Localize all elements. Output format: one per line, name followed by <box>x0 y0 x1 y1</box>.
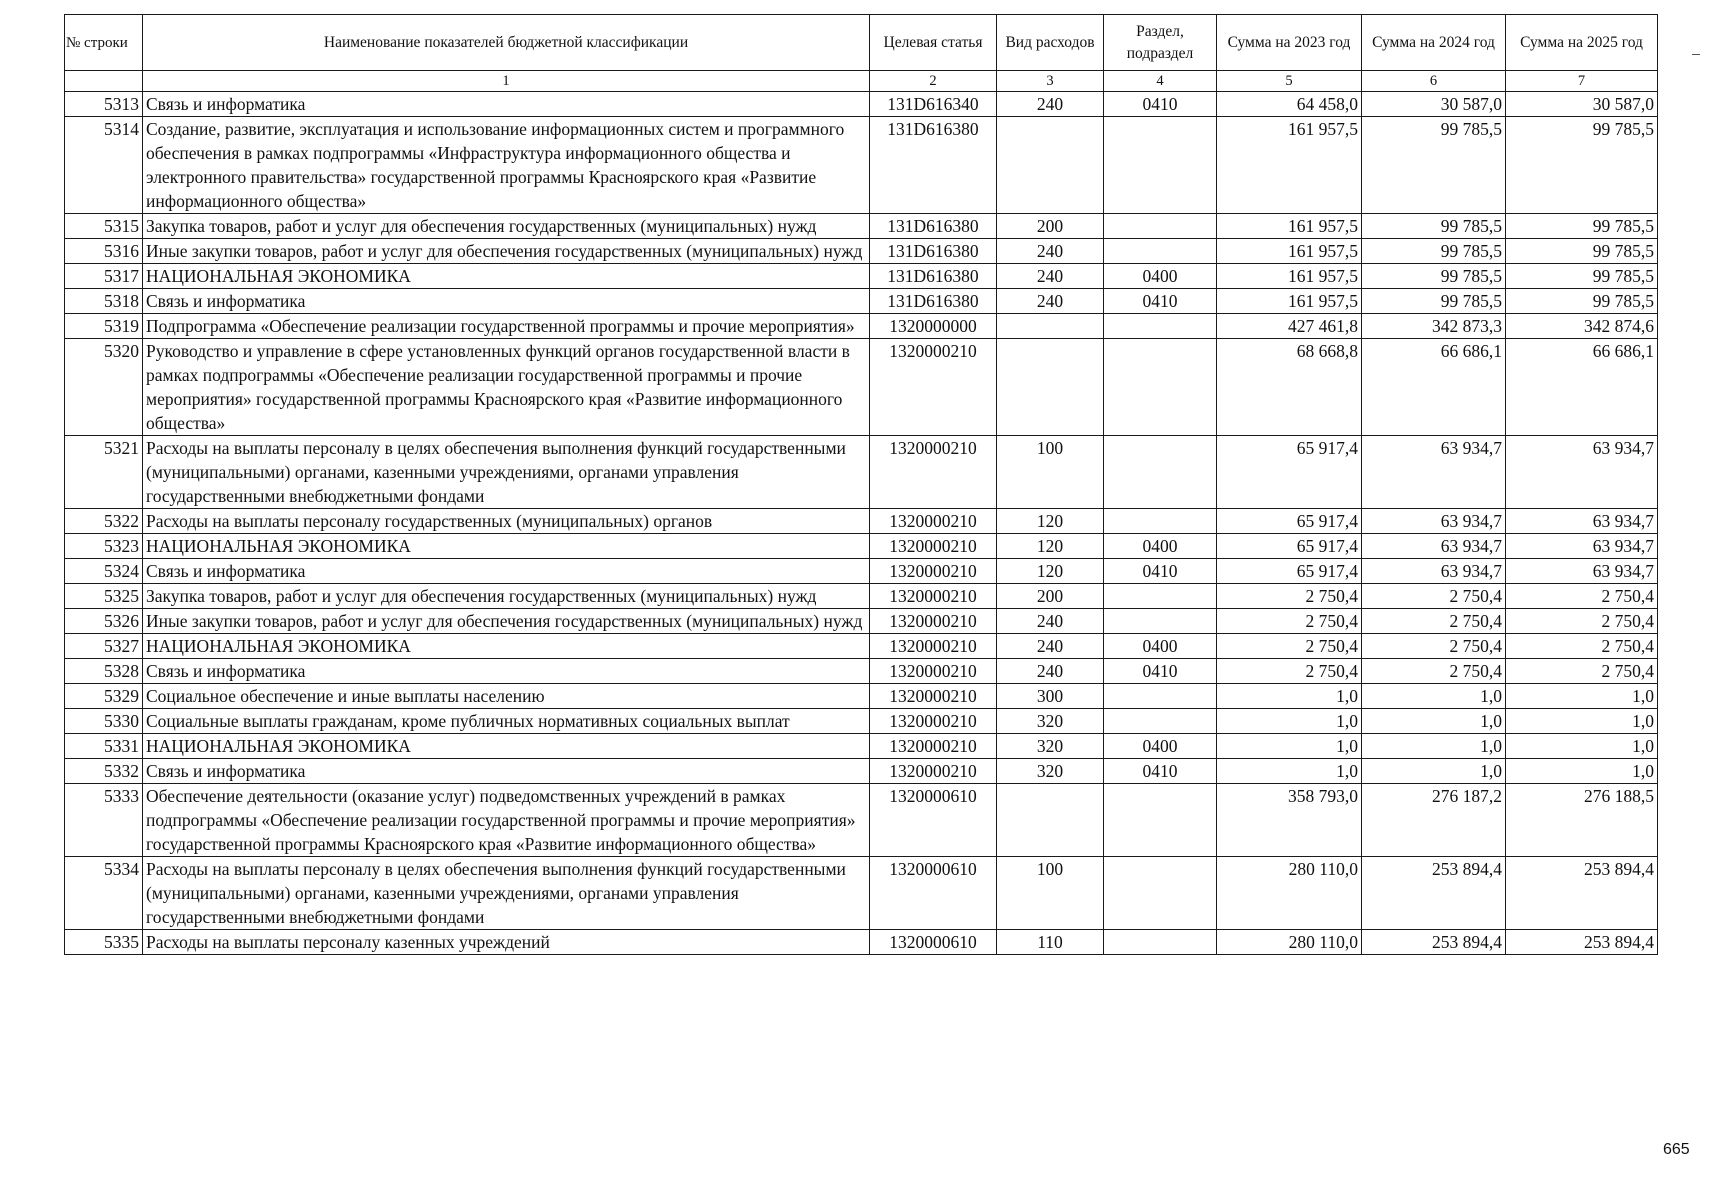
table-row <box>65 339 1658 436</box>
expense-type-cell: 200 <box>997 214 1104 239</box>
sum-2024-cell: 99 785,5 <box>1362 214 1506 239</box>
expense-type-cell: 240 <box>997 239 1104 264</box>
section-cell: 0400 <box>1104 534 1217 559</box>
table-row <box>65 264 1658 289</box>
target-article-cell: 131D616380 <box>870 264 997 289</box>
target-article-cell: 131D616340 <box>870 92 997 117</box>
indicator-name-cell: НАЦИОНАЛЬНАЯ ЭКОНОМИКА <box>143 634 870 659</box>
target-article-cell: 131D616380 <box>870 214 997 239</box>
sum-2024-cell: 63 934,7 <box>1362 436 1506 509</box>
table-row <box>65 509 1658 534</box>
table-row <box>65 930 1658 955</box>
sum-2023-cell: 1,0 <box>1217 709 1362 734</box>
budget-table <box>64 14 1658 955</box>
indicator-name-cell: Создание, развитие, эксплуатация и использование информационных систем и программного обеспечения в рамках подпрограммы «Инфраструктура информационного общества и электронного правительства» государственной программы Красноярского края «Развитие информационного общества» <box>143 117 870 214</box>
sum-2024-cell: 1,0 <box>1362 759 1506 784</box>
row-number-cell: 5313 <box>65 92 143 117</box>
expense-type-cell: 240 <box>997 659 1104 684</box>
sum-2025-cell: 30 587,0 <box>1506 92 1658 117</box>
indicator-name-cell: Социальное обеспечение и иные выплаты населению <box>143 684 870 709</box>
sum-2024-cell: 1,0 <box>1362 734 1506 759</box>
sum-2024-cell: 99 785,5 <box>1362 239 1506 264</box>
row-number-cell: 5335 <box>65 930 143 955</box>
sum-2025-cell: 63 934,7 <box>1506 559 1658 584</box>
table-row <box>65 314 1658 339</box>
target-article-cell: 1320000210 <box>870 339 997 436</box>
section-cell <box>1104 709 1217 734</box>
target-article-cell: 1320000210 <box>870 584 997 609</box>
target-article-cell: 1320000210 <box>870 684 997 709</box>
table-row <box>65 634 1658 659</box>
sum-2023-cell: 161 957,5 <box>1217 264 1362 289</box>
target-article-cell: 1320000210 <box>870 436 997 509</box>
indicator-name-cell: Связь и информатика <box>143 759 870 784</box>
sum-2023-cell: 280 110,0 <box>1217 930 1362 955</box>
indicator-name-cell: Иные закупки товаров, работ и услуг для обеспечения государственных (муниципальных) нужд <box>143 239 870 264</box>
header-sum-2024: Сумма на 2024 год <box>1362 15 1506 71</box>
expense-type-cell: 200 <box>997 584 1104 609</box>
target-article-cell: 131D616380 <box>870 239 997 264</box>
table-body <box>65 92 1658 955</box>
expense-type-cell: 240 <box>997 609 1104 634</box>
sum-2025-cell: 1,0 <box>1506 709 1658 734</box>
header-sum-2025: Сумма на 2025 год <box>1506 15 1658 71</box>
row-number-cell: 5327 <box>65 634 143 659</box>
indicator-name-cell: Расходы на выплаты персоналу в целях обеспечения выполнения функций государственными (муниципальными) органами, казенными учреждениями, органами управления государственными внебюджетными фондами <box>143 436 870 509</box>
sum-2025-cell: 63 934,7 <box>1506 509 1658 534</box>
row-number-cell: 5331 <box>65 734 143 759</box>
row-number-cell: 5329 <box>65 684 143 709</box>
row-number-cell: 5320 <box>65 339 143 436</box>
table-row <box>65 609 1658 634</box>
expense-type-cell: 320 <box>997 734 1104 759</box>
row-number-cell: 5323 <box>65 534 143 559</box>
expense-type-cell: 320 <box>997 709 1104 734</box>
sum-2024-cell: 253 894,4 <box>1362 930 1506 955</box>
target-article-cell: 1320000210 <box>870 709 997 734</box>
sum-2023-cell: 1,0 <box>1217 759 1362 784</box>
sum-2023-cell: 65 917,4 <box>1217 509 1362 534</box>
column-number: 1 <box>143 71 870 92</box>
sum-2024-cell: 66 686,1 <box>1362 339 1506 436</box>
sum-2024-cell: 253 894,4 <box>1362 857 1506 930</box>
sum-2024-cell: 276 187,2 <box>1362 784 1506 857</box>
section-cell: 0410 <box>1104 759 1217 784</box>
target-article-cell: 1320000610 <box>870 857 997 930</box>
expense-type-cell: 100 <box>997 857 1104 930</box>
page-number: 665 <box>1663 1141 1690 1158</box>
sum-2024-cell: 2 750,4 <box>1362 634 1506 659</box>
sum-2024-cell: 2 750,4 <box>1362 659 1506 684</box>
row-number-cell: 5328 <box>65 659 143 684</box>
sum-2024-cell: 1,0 <box>1362 709 1506 734</box>
sum-2025-cell: 99 785,5 <box>1506 214 1658 239</box>
sum-2025-cell: 99 785,5 <box>1506 264 1658 289</box>
sum-2025-cell: 66 686,1 <box>1506 339 1658 436</box>
target-article-cell: 1320000210 <box>870 509 997 534</box>
table-row <box>65 117 1658 214</box>
column-number-row <box>65 71 1658 92</box>
section-cell <box>1104 314 1217 339</box>
target-article-cell: 1320000210 <box>870 659 997 684</box>
section-cell <box>1104 509 1217 534</box>
indicator-name-cell: Закупка товаров, работ и услуг для обеспечения государственных (муниципальных) нужд <box>143 584 870 609</box>
table-row <box>65 239 1658 264</box>
table-row <box>65 659 1658 684</box>
column-number: 2 <box>870 71 997 92</box>
indicator-name-cell: Обеспечение деятельности (оказание услуг) подведомственных учреждений в рамках подпрограммы «Обеспечение реализации государственной программы и прочие мероприятия» государственной программы Красноярского края «Развитие информационного общества» <box>143 784 870 857</box>
row-number-cell: 5318 <box>65 289 143 314</box>
sum-2023-cell: 64 458,0 <box>1217 92 1362 117</box>
table-row <box>65 289 1658 314</box>
header-sum-2023: Сумма на 2023 год <box>1217 15 1362 71</box>
indicator-name-cell: Социальные выплаты гражданам, кроме публичных нормативных социальных выплат <box>143 709 870 734</box>
sum-2025-cell: 342 874,6 <box>1506 314 1658 339</box>
sum-2025-cell: 63 934,7 <box>1506 534 1658 559</box>
target-article-cell: 1320000610 <box>870 930 997 955</box>
sum-2023-cell: 161 957,5 <box>1217 289 1362 314</box>
section-cell: 0400 <box>1104 734 1217 759</box>
section-cell <box>1104 239 1217 264</box>
expense-type-cell: 240 <box>997 264 1104 289</box>
expense-type-cell <box>997 314 1104 339</box>
sum-2023-cell: 280 110,0 <box>1217 857 1362 930</box>
indicator-name-cell: Связь и информатика <box>143 92 870 117</box>
sum-2023-cell: 161 957,5 <box>1217 214 1362 239</box>
expense-type-cell: 120 <box>997 559 1104 584</box>
indicator-name-cell: Связь и информатика <box>143 289 870 314</box>
expense-type-cell: 120 <box>997 534 1104 559</box>
section-cell <box>1104 339 1217 436</box>
column-number: 6 <box>1362 71 1506 92</box>
row-number-cell: 5334 <box>65 857 143 930</box>
sum-2023-cell: 2 750,4 <box>1217 659 1362 684</box>
expense-type-cell: 320 <box>997 759 1104 784</box>
row-number-cell: 5314 <box>65 117 143 214</box>
sum-2023-cell: 2 750,4 <box>1217 609 1362 634</box>
sum-2023-cell: 65 917,4 <box>1217 534 1362 559</box>
sum-2024-cell: 2 750,4 <box>1362 609 1506 634</box>
header-name: Наименование показателей бюджетной классификации <box>143 15 870 71</box>
sum-2025-cell: 2 750,4 <box>1506 634 1658 659</box>
sum-2025-cell: 1,0 <box>1506 684 1658 709</box>
sum-2023-cell: 65 917,4 <box>1217 436 1362 509</box>
sum-2023-cell: 2 750,4 <box>1217 634 1362 659</box>
indicator-name-cell: НАЦИОНАЛЬНАЯ ЭКОНОМИКА <box>143 264 870 289</box>
table-row <box>65 436 1658 509</box>
header-section: Раздел, подраздел <box>1104 15 1217 71</box>
target-article-cell: 131D616380 <box>870 117 997 214</box>
header-row <box>65 15 1658 71</box>
section-cell <box>1104 117 1217 214</box>
row-number-cell: 5326 <box>65 609 143 634</box>
target-article-cell: 1320000210 <box>870 759 997 784</box>
header-target: Целевая статья <box>870 15 997 71</box>
column-number: 4 <box>1104 71 1217 92</box>
section-cell <box>1104 684 1217 709</box>
row-number-cell: 5324 <box>65 559 143 584</box>
row-number-cell: 5319 <box>65 314 143 339</box>
row-number-cell: 5316 <box>65 239 143 264</box>
sum-2023-cell: 427 461,8 <box>1217 314 1362 339</box>
expense-type-cell: 240 <box>997 634 1104 659</box>
indicator-name-cell: Руководство и управление в сфере установленных функций органов государственной власти в рамках подпрограммы «Обеспечение реализации государственной программы и прочие мероприятия» государственной программы Красноярского края «Развитие информационного общества» <box>143 339 870 436</box>
sum-2025-cell: 99 785,5 <box>1506 239 1658 264</box>
sum-2024-cell: 63 934,7 <box>1362 559 1506 584</box>
section-cell <box>1104 857 1217 930</box>
section-cell <box>1104 784 1217 857</box>
section-cell <box>1104 584 1217 609</box>
table-row <box>65 784 1658 857</box>
table-row <box>65 92 1658 117</box>
sum-2025-cell: 99 785,5 <box>1506 117 1658 214</box>
expense-type-cell: 240 <box>997 289 1104 314</box>
table-row <box>65 857 1658 930</box>
expense-type-cell: 240 <box>997 92 1104 117</box>
target-article-cell: 131D616380 <box>870 289 997 314</box>
expense-type-cell: 100 <box>997 436 1104 509</box>
table-row <box>65 734 1658 759</box>
expense-type-cell: 120 <box>997 509 1104 534</box>
sum-2024-cell: 2 750,4 <box>1362 584 1506 609</box>
table-row <box>65 584 1658 609</box>
row-number-cell: 5321 <box>65 436 143 509</box>
section-cell: 0400 <box>1104 634 1217 659</box>
header-row-no: № строки <box>65 15 143 71</box>
expense-type-cell: 300 <box>997 684 1104 709</box>
row-number-cell: 5315 <box>65 214 143 239</box>
sum-2024-cell: 30 587,0 <box>1362 92 1506 117</box>
target-article-cell: 1320000210 <box>870 559 997 584</box>
expense-type-cell <box>997 784 1104 857</box>
sum-2023-cell: 161 957,5 <box>1217 239 1362 264</box>
sum-2023-cell: 161 957,5 <box>1217 117 1362 214</box>
target-article-cell: 1320000610 <box>870 784 997 857</box>
row-number-cell: 5333 <box>65 784 143 857</box>
sum-2025-cell: 276 188,5 <box>1506 784 1658 857</box>
sum-2023-cell: 2 750,4 <box>1217 584 1362 609</box>
table-row <box>65 534 1658 559</box>
section-cell: 0400 <box>1104 264 1217 289</box>
row-number-cell: 5332 <box>65 759 143 784</box>
indicator-name-cell: Расходы на выплаты персоналу государственных (муниципальных) органов <box>143 509 870 534</box>
section-cell <box>1104 214 1217 239</box>
target-article-cell: 1320000210 <box>870 734 997 759</box>
indicator-name-cell: НАЦИОНАЛЬНАЯ ЭКОНОМИКА <box>143 534 870 559</box>
section-cell <box>1104 436 1217 509</box>
sum-2024-cell: 99 785,5 <box>1362 264 1506 289</box>
indicator-name-cell: Закупка товаров, работ и услуг для обеспечения государственных (муниципальных) нужд <box>143 214 870 239</box>
sum-2024-cell: 1,0 <box>1362 684 1506 709</box>
target-article-cell: 1320000210 <box>870 609 997 634</box>
section-cell <box>1104 609 1217 634</box>
column-number <box>65 71 143 92</box>
indicator-name-cell: Иные закупки товаров, работ и услуг для обеспечения государственных (муниципальных) нужд <box>143 609 870 634</box>
sum-2025-cell: 253 894,4 <box>1506 930 1658 955</box>
expense-type-cell <box>997 117 1104 214</box>
expense-type-cell <box>997 339 1104 436</box>
sum-2025-cell: 99 785,5 <box>1506 289 1658 314</box>
row-number-cell: 5325 <box>65 584 143 609</box>
expense-type-cell: 110 <box>997 930 1104 955</box>
table-row <box>65 559 1658 584</box>
table-row <box>65 214 1658 239</box>
sum-2024-cell: 342 873,3 <box>1362 314 1506 339</box>
indicator-name-cell: Подпрограмма «Обеспечение реализации государственной программы и прочие мероприятия» <box>143 314 870 339</box>
sum-2024-cell: 63 934,7 <box>1362 509 1506 534</box>
sum-2025-cell: 1,0 <box>1506 759 1658 784</box>
section-cell: 0410 <box>1104 659 1217 684</box>
indicator-name-cell: Связь и информатика <box>143 659 870 684</box>
header-expense-type: Вид расходов <box>997 15 1104 71</box>
sum-2025-cell: 2 750,4 <box>1506 659 1658 684</box>
sum-2025-cell: 1,0 <box>1506 734 1658 759</box>
margin-tick <box>1692 54 1700 58</box>
section-cell: 0410 <box>1104 559 1217 584</box>
sum-2025-cell: 2 750,4 <box>1506 609 1658 634</box>
table-row <box>65 759 1658 784</box>
section-cell: 0410 <box>1104 289 1217 314</box>
sum-2023-cell: 65 917,4 <box>1217 559 1362 584</box>
column-number: 5 <box>1217 71 1362 92</box>
indicator-name-cell: Расходы на выплаты персоналу казенных учреждений <box>143 930 870 955</box>
sum-2023-cell: 68 668,8 <box>1217 339 1362 436</box>
sum-2024-cell: 99 785,5 <box>1362 117 1506 214</box>
column-number: 7 <box>1506 71 1658 92</box>
sum-2024-cell: 99 785,5 <box>1362 289 1506 314</box>
table-row <box>65 684 1658 709</box>
section-cell: 0410 <box>1104 92 1217 117</box>
sum-2025-cell: 253 894,4 <box>1506 857 1658 930</box>
target-article-cell: 1320000000 <box>870 314 997 339</box>
sum-2023-cell: 358 793,0 <box>1217 784 1362 857</box>
row-number-cell: 5322 <box>65 509 143 534</box>
sum-2023-cell: 1,0 <box>1217 734 1362 759</box>
table-row <box>65 709 1658 734</box>
sum-2024-cell: 63 934,7 <box>1362 534 1506 559</box>
sum-2023-cell: 1,0 <box>1217 684 1362 709</box>
row-number-cell: 5330 <box>65 709 143 734</box>
sum-2025-cell: 2 750,4 <box>1506 584 1658 609</box>
section-cell <box>1104 930 1217 955</box>
row-number-cell: 5317 <box>65 264 143 289</box>
indicator-name-cell: НАЦИОНАЛЬНАЯ ЭКОНОМИКА <box>143 734 870 759</box>
indicator-name-cell: Связь и информатика <box>143 559 870 584</box>
column-number: 3 <box>997 71 1104 92</box>
sum-2025-cell: 63 934,7 <box>1506 436 1658 509</box>
target-article-cell: 1320000210 <box>870 634 997 659</box>
target-article-cell: 1320000210 <box>870 534 997 559</box>
indicator-name-cell: Расходы на выплаты персоналу в целях обеспечения выполнения функций государственными (муниципальными) органами, казенными учреждениями, органами управления государственными внебюджетными фондами <box>143 857 870 930</box>
